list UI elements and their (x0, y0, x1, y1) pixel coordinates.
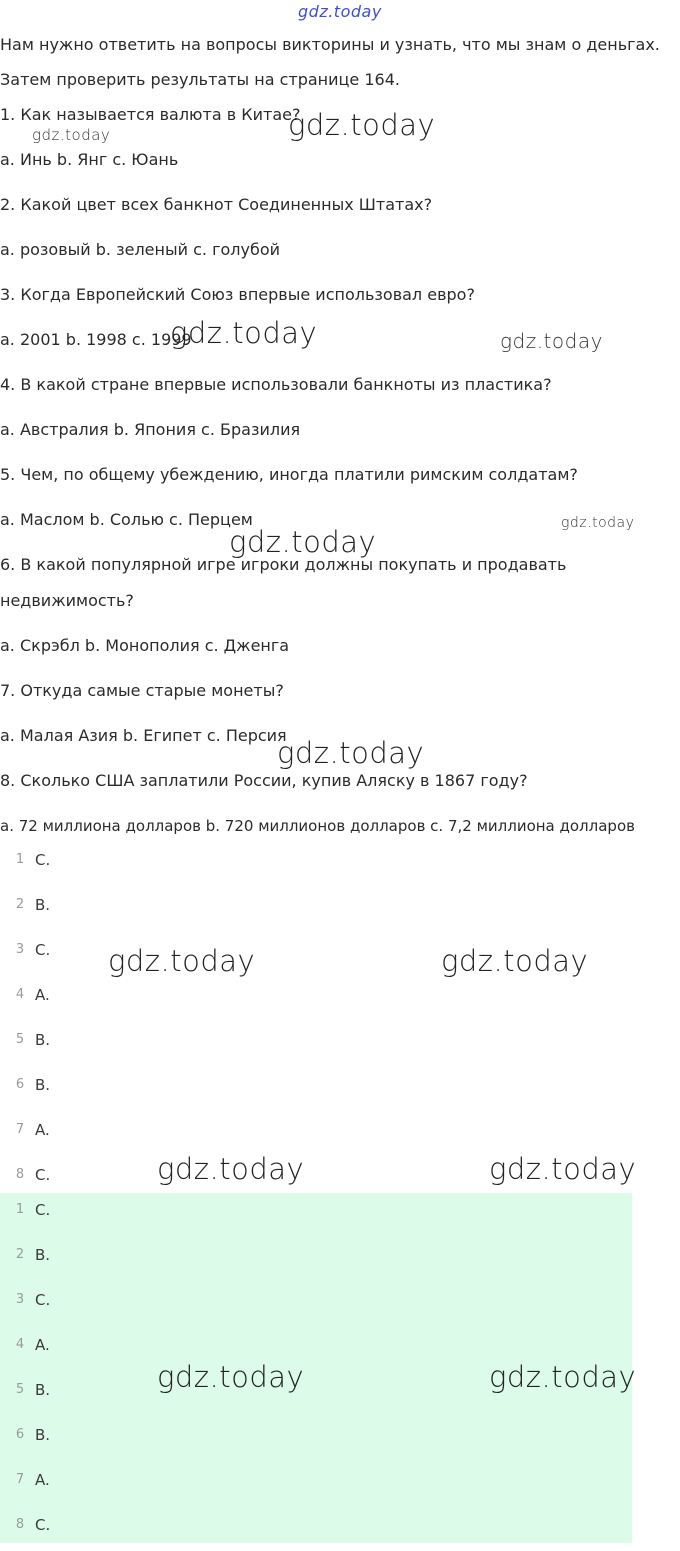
answer-number: 7 (15, 1122, 25, 1137)
answer-value: A. (35, 1121, 50, 1139)
answer-row (0, 1066, 632, 1111)
answer-number: 3 (15, 942, 25, 957)
watermark: gdz.today (288, 108, 436, 142)
answer-row (0, 1111, 632, 1156)
answer-value: B. (35, 1246, 51, 1264)
watermark: gdz.today (229, 525, 377, 559)
watermark: gdz.today (277, 736, 425, 770)
question-6-continued: недвижимость? (0, 591, 134, 610)
answer-number: 8 (15, 1167, 25, 1182)
question-1: 1. Как называется валюта в Китае? (0, 105, 301, 124)
answer-value: C. (35, 1291, 51, 1309)
answer-row-highlighted (0, 1236, 632, 1281)
options-1: a. Инь b. Янг c. Юань (0, 150, 179, 169)
answer-value: C. (35, 1201, 51, 1219)
watermark: gdz.today (561, 515, 635, 531)
question-2: 2. Какой цвет всех банкнот Соединенных Штатах? (0, 195, 433, 214)
watermark: gdz.today (489, 1152, 637, 1186)
question-5: 5. Чем, по общему убеждению, иногда платили римским солдатам? (0, 465, 578, 484)
options-7: a. Малая Азия b. Египет c. Персия (0, 726, 287, 745)
answer-value: A. (35, 1336, 50, 1354)
answer-value: C. (35, 941, 51, 959)
intro-line-2: Затем проверить результаты на странице 164. (0, 70, 400, 89)
watermark: gdz.today (500, 329, 603, 353)
answer-value: B. (35, 896, 51, 914)
watermark: gdz.today (441, 944, 589, 978)
watermark: gdz.today (32, 126, 111, 144)
answer-value: B. (35, 1031, 51, 1049)
options-2: a. розовый b. зеленый c. голубой (0, 240, 281, 259)
options-4: a. Австралия b. Япония c. Бразилия (0, 420, 301, 439)
intro-line-1: Нам нужно ответить на вопросы викторины и узнать, что мы знам о деньгах. (0, 35, 660, 54)
answer-number: 7 (15, 1472, 25, 1487)
answer-number: 5 (15, 1032, 25, 1047)
options-5: a. Маслом b. Солью c. Перцем (0, 510, 253, 529)
answer-number: 1 (15, 1202, 25, 1217)
answer-row-highlighted (0, 1281, 632, 1326)
watermark: gdz.today (157, 1152, 305, 1186)
answer-row-highlighted (0, 1191, 632, 1236)
watermark: gdz.today (157, 1360, 305, 1394)
answer-number: 4 (15, 987, 25, 1002)
answer-row-highlighted (0, 1416, 632, 1461)
answer-number: 8 (15, 1517, 25, 1532)
answer-number: 6 (15, 1427, 25, 1442)
answer-number: 2 (15, 897, 25, 912)
answer-number: 1 (15, 852, 25, 867)
answer-number: 4 (15, 1337, 25, 1352)
watermark: gdz.today (170, 316, 318, 350)
answer-value: C. (35, 851, 51, 869)
answer-value: B. (35, 1426, 51, 1444)
answer-value: A. (35, 986, 50, 1004)
options-8: a. 72 миллиона долларов b. 720 миллионов долларов c. 7,2 миллиона долларов (0, 817, 635, 835)
answer-row-highlighted (0, 1461, 632, 1506)
answer-value: C. (35, 1516, 51, 1534)
answer-number: 3 (15, 1292, 25, 1307)
answer-value: B. (35, 1381, 51, 1399)
answer-value: C. (35, 1166, 51, 1184)
answer-number: 6 (15, 1077, 25, 1092)
question-8: 8. Сколько США заплатили России, купив Аляску в 1867 году? (0, 771, 528, 790)
answer-value: A. (35, 1471, 50, 1489)
question-3: 3. Когда Европейский Союз впервые использовал евро? (0, 285, 475, 304)
answer-row (0, 976, 632, 1021)
watermark: gdz.today (108, 944, 256, 978)
answer-value: B. (35, 1076, 51, 1094)
answer-row (0, 841, 632, 886)
answer-row (0, 886, 632, 931)
question-4: 4. В какой стране впервые использовали банкноты из пластика? (0, 375, 552, 394)
answer-number: 5 (15, 1382, 25, 1397)
options-6: a. Скрэбл b. Монополия c. Дженга (0, 636, 290, 655)
answer-row (0, 1021, 632, 1066)
question-6: 6. В какой популярной игре игроки должны покупать и продавать (0, 555, 567, 574)
question-7: 7. Откуда самые старые монеты? (0, 681, 284, 700)
answer-row-highlighted (0, 1506, 632, 1551)
options-3: a. 2001 b. 1998 c. 1999 (0, 330, 192, 349)
watermark-top: gdz.today (298, 2, 382, 21)
watermark: gdz.today (489, 1360, 637, 1394)
answer-number: 2 (15, 1247, 25, 1262)
